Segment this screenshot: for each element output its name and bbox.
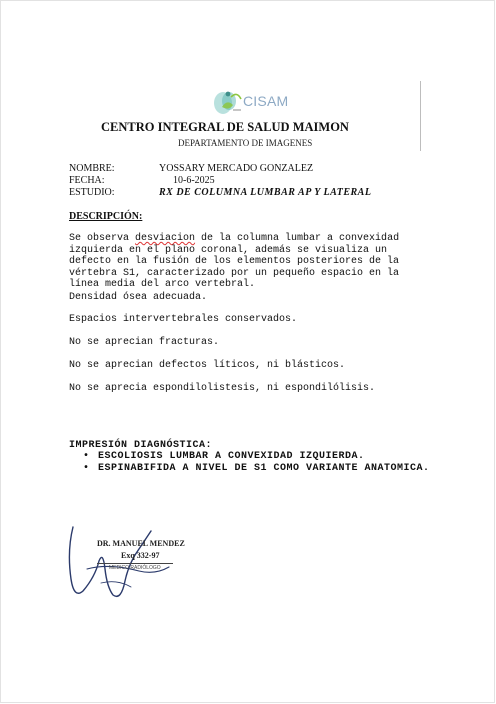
spellcheck-word: desviacion [135, 233, 196, 244]
impression-item: • ESPINABIFIDA A NIVEL DE S1 COMO VARIANTE ANATOMICA. [69, 463, 430, 475]
description-title: DESCRIPCIÓN: [69, 211, 143, 222]
doctor-name: DR. MANUEL MENDEZ [97, 539, 185, 548]
impression-list [69, 451, 430, 475]
description-paragraph: Se observa desviacion de la columna lumbar a convexidad izquierda en el plano coronal, además se visualiza un defecto en la fusión de los elementos posteriores de la vértebra S1, caracterizado por un pequeño espacio en la línea media del arco vertebral. [69, 233, 400, 291]
header-divider [420, 81, 421, 151]
finding-intervertebral-spaces: Espacios intervertebrales conservados. [69, 314, 298, 325]
impression-title: IMPRESIÓN DIAGNÓSTICA: [69, 440, 213, 451]
doctor-role: MEDICO RADIÓLOGO [109, 565, 161, 571]
study-value: RX DE COLUMNA LUMBAR AP Y LATERAL [159, 187, 372, 198]
logo-wordmark: CISAM [243, 93, 289, 109]
department-name: DEPARTAMENTO DE IMAGENES [178, 138, 313, 148]
date-label: FECHA: [69, 175, 105, 186]
institution-name: CENTRO INTEGRAL DE SALUD MAIMON [101, 120, 349, 134]
patient-name-value: YOSSARY MERCADO GONZALEZ [159, 163, 314, 174]
doctor-exequatur: Exq 332-97 [121, 551, 160, 560]
finding-bone-density: Densidad ósea adecuada. [69, 292, 208, 303]
finding-spondylolisthesis: No se aprecia espondilolistesis, ni espondilólisis. [69, 383, 376, 394]
impression-item: • ESCOLIOSIS LUMBAR A CONVEXIDAD IZQUIERDA. [69, 451, 430, 463]
finding-fractures: No se aprecian fracturas. [69, 337, 220, 348]
finding-lytic-blastic: No se aprecian defectos líticos, ni blásticos. [69, 360, 346, 371]
signature-line [97, 563, 173, 564]
patient-name-label: NOMBRE: [69, 163, 115, 174]
study-label: ESTUDIO: [69, 187, 115, 198]
date-value: 10-6-2025 [173, 175, 215, 186]
